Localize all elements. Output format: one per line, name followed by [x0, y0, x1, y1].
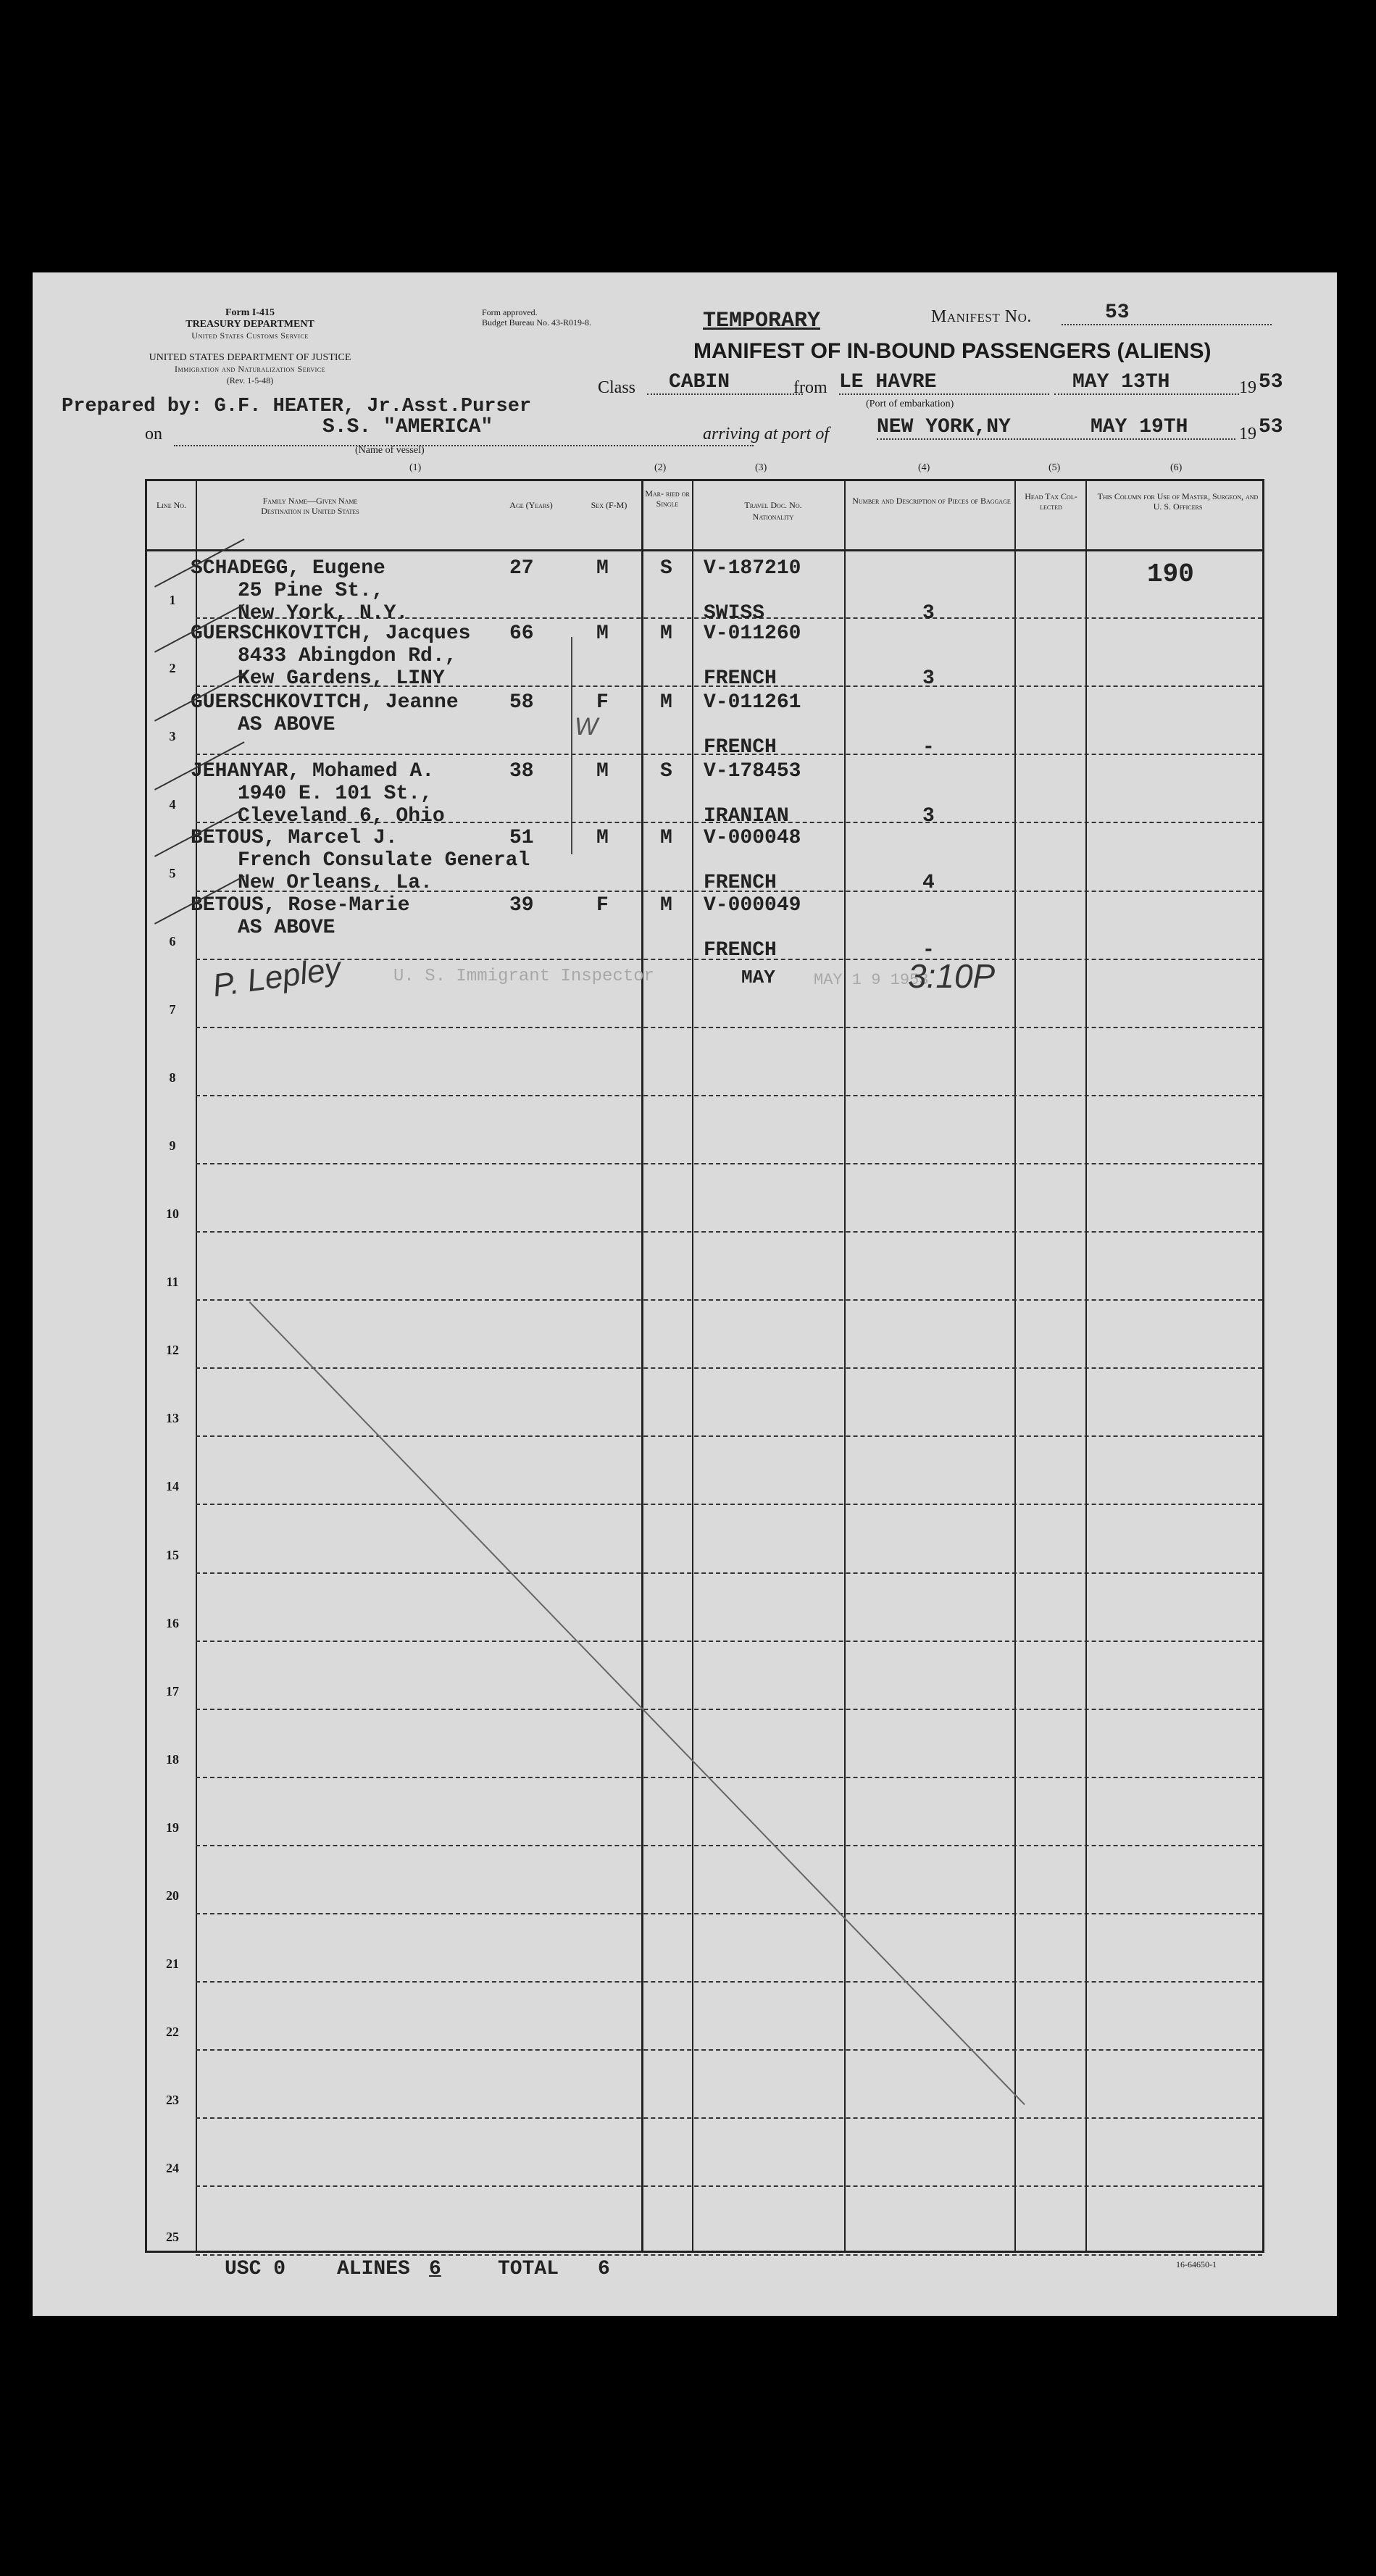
line-number: 6: [169, 933, 176, 949]
col-number-4: (4): [918, 462, 930, 473]
passenger-marital-status: M: [660, 691, 672, 714]
passenger-address-2: Kew Gardens, LINY: [238, 667, 445, 690]
line-number: 21: [166, 1956, 179, 1972]
row-divider: [196, 1299, 1262, 1301]
from-label: from: [793, 378, 827, 397]
from-port: LE HAVRE: [839, 371, 1049, 395]
col-divider: [1085, 481, 1087, 2251]
budget-bureau: Budget Bureau No. 43-R019-8.: [482, 317, 591, 328]
passenger-sex: M: [596, 557, 609, 580]
passenger-sex: M: [596, 760, 609, 783]
line-number: 1: [169, 593, 176, 608]
passenger-address-2: Cleveland 6, Ohio: [238, 805, 445, 828]
form-approved: Form approved.: [482, 307, 538, 317]
passenger-age: 58: [509, 691, 534, 714]
line-number: 18: [166, 1751, 179, 1767]
passenger-nationality: SWISS: [704, 602, 765, 625]
col-number-1: (1): [409, 462, 422, 473]
passenger-address-1: 8433 Abingdon Rd.,: [238, 645, 457, 667]
passenger-nationality: FRENCH: [704, 872, 777, 894]
line-number: 15: [166, 1547, 179, 1562]
passenger-address-1: French Consulate General: [238, 849, 530, 872]
port-embark-note: (Port of embarkation): [866, 399, 954, 409]
row-divider: [196, 1572, 1262, 1574]
row-divider: [196, 1435, 1262, 1437]
header-head-tax: Head Tax Col- lected: [1025, 491, 1077, 512]
line-number: 2: [169, 661, 176, 676]
inspector-signature: P. Lepley: [210, 950, 343, 1004]
class-value: CABIN: [647, 371, 803, 395]
header-sex: Sex (F-M): [591, 500, 627, 510]
line-number: 11: [166, 1275, 179, 1290]
row-divider: [196, 1913, 1262, 1914]
passenger-nationality: IRANIAN: [704, 805, 789, 828]
passenger-address-1: AS ABOVE: [238, 917, 335, 939]
vessel-line: [174, 438, 754, 446]
line-number: 19: [166, 1820, 179, 1835]
embark-date: MAY 13TH: [1054, 371, 1239, 395]
col-number-3: (3): [755, 462, 767, 473]
row-divider: [196, 1163, 1262, 1164]
row-divider: [196, 1777, 1262, 1778]
row-divider: [196, 1845, 1262, 1846]
passenger-address-2: New Orleans, La.: [238, 872, 433, 894]
manifest-title: MANIFEST OF IN-BOUND PASSENGERS (ALIENS): [693, 339, 1212, 363]
row-divider: [196, 1231, 1262, 1233]
passenger-name: BETOUS, Rose-Marie: [191, 894, 410, 917]
col-divider: [641, 481, 643, 2251]
passenger-name: BETOUS, Marcel J.: [191, 827, 398, 849]
bracket-line: [571, 637, 572, 854]
passenger-marital-status: M: [660, 827, 672, 849]
line-number: 23: [166, 2093, 179, 2108]
treasury-dept: TREASURY DEPARTMENT: [185, 319, 314, 330]
passenger-nationality: FRENCH: [704, 667, 777, 690]
ins-label: Immigration and Naturalization Service: [174, 364, 325, 374]
row-divider: [196, 2185, 1262, 2187]
immigration-stamp: U. S. Immigrant Inspector: [393, 967, 655, 986]
passenger-baggage: -: [922, 939, 935, 962]
col-divider: [196, 481, 197, 2251]
class-label: Class: [598, 378, 636, 397]
row-divider: [196, 1709, 1262, 1710]
passenger-age: 38: [509, 760, 534, 783]
manifest-no-label: Manifest No.: [931, 307, 1032, 326]
footer-total-value: 6: [598, 2258, 610, 2280]
line-number: 22: [166, 2025, 179, 2040]
form-number: Form I-415: [225, 307, 275, 318]
justice-dept: UNITED STATES DEPARTMENT OF JUSTICE: [149, 352, 351, 363]
header-destination: Destination in United States: [261, 506, 359, 516]
footer-aliens-label: ALINES: [337, 2258, 410, 2280]
col-number-2: (2): [654, 462, 667, 473]
passenger-baggage: 3: [922, 667, 935, 690]
col-divider: [692, 481, 693, 2251]
margin-mark: W: [575, 713, 599, 741]
passenger-baggage: 3: [922, 805, 935, 828]
header-baggage: Number and Description of Pieces of Baggage: [852, 496, 1011, 506]
passenger-baggage: 3: [922, 602, 935, 625]
prepared-by: Prepared by: G.F. HEATER, Jr.Asst.Purser: [62, 396, 532, 417]
line-number: 10: [166, 1206, 179, 1221]
passenger-marital-status: S: [660, 760, 672, 783]
passenger-address-1: AS ABOVE: [238, 714, 335, 736]
passenger-marital-status: S: [660, 557, 672, 580]
arriving-label: arriving at port of: [703, 425, 830, 443]
header-family-name: Family Name—Given Name: [262, 496, 358, 506]
header-married: Mar- ried or Single: [645, 488, 690, 509]
on-label: on: [145, 425, 162, 443]
line-number: 14: [166, 1479, 179, 1494]
header-rule: [147, 549, 1262, 551]
passenger-nationality: FRENCH: [704, 736, 777, 759]
line-number: 4: [169, 797, 176, 812]
row-divider: [196, 1027, 1262, 1028]
temporary-stamp: TEMPORARY: [703, 309, 821, 333]
passenger-marital-status: M: [660, 622, 672, 645]
officer-mark: 190: [1147, 559, 1194, 589]
row-divider: [196, 1367, 1262, 1369]
footer-aliens-value: 6: [429, 2258, 441, 2280]
row-divider: [196, 2117, 1262, 2119]
row-divider: [196, 1095, 1262, 1096]
line-number: 17: [166, 1683, 179, 1698]
line-number: 9: [169, 1138, 176, 1153]
line-number: 8: [169, 1070, 176, 1085]
passenger-sex: M: [596, 622, 609, 645]
line-number: 5: [169, 865, 176, 880]
line-number: 7: [169, 1001, 176, 1017]
passenger-marital-status: M: [660, 894, 672, 917]
passenger-sex: F: [596, 894, 609, 917]
arrival-year: 53: [1259, 416, 1283, 438]
passenger-travel-doc: V-011260: [704, 622, 801, 645]
passenger-baggage: 4: [922, 872, 935, 894]
header-nationality: Nationality: [752, 512, 794, 522]
line-number: 3: [169, 729, 176, 744]
header-line-no: Line No.: [156, 500, 187, 510]
passenger-age: 27: [509, 557, 534, 580]
passenger-address-1: 25 Pine St.,: [238, 580, 384, 602]
arrival-date: MAY 19TH: [1091, 416, 1188, 438]
passenger-address-2: New York, N.Y.: [238, 602, 409, 625]
stamp-date: MAY 1 9 1953: [814, 971, 929, 989]
passenger-nationality: FRENCH: [704, 939, 777, 962]
passenger-age: 66: [509, 622, 534, 645]
form-code: 16-64650-1: [1176, 2259, 1217, 2269]
row-divider: [196, 2254, 1262, 2256]
col-divider: [1014, 481, 1016, 2251]
passenger-name: JEHANYAR, Mohamed A.: [191, 760, 435, 783]
passenger-name: GUERSCHKOVITCH, Jeanne: [191, 691, 459, 714]
manifest-sheet: [33, 272, 1337, 2316]
passenger-travel-doc: V-000049: [704, 894, 801, 917]
col-number-5: (5): [1048, 462, 1061, 473]
row-divider: [196, 1641, 1262, 1642]
footer-total-label: TOTAL: [498, 2258, 559, 2280]
arrival-port: NEW YORK,NY: [877, 416, 1235, 440]
footer-usc: USC 0: [225, 2258, 286, 2280]
customs-service: United States Customs Service: [191, 330, 309, 341]
manifest-number: 53: [1062, 301, 1272, 325]
row-divider: [196, 2049, 1262, 2051]
passenger-travel-doc: V-187210: [704, 557, 801, 580]
line-number: 16: [166, 1615, 179, 1630]
row-divider: [196, 1504, 1262, 1505]
passenger-baggage: -: [922, 736, 935, 759]
passenger-sex: F: [596, 691, 609, 714]
line-number: 24: [166, 2161, 179, 2176]
line-number: 20: [166, 1888, 179, 1903]
col-divider: [844, 481, 846, 2251]
passenger-name: GUERSCHKOVITCH, Jacques: [191, 622, 471, 645]
embark-year-prefix: 19: [1239, 378, 1256, 397]
arrival-year-prefix: 19: [1239, 425, 1256, 443]
passenger-travel-doc: V-178453: [704, 760, 801, 783]
passenger-name: SCHADEGG, Eugene: [191, 557, 385, 580]
passenger-sex: M: [596, 827, 609, 849]
header-age: Age (Years): [509, 500, 553, 510]
arrival-time-mark: 3:10P: [908, 957, 996, 995]
line-number: 25: [166, 2229, 179, 2244]
line-number: 12: [166, 1343, 179, 1358]
passenger-age: 39: [509, 894, 534, 917]
header-travel-doc: Travel Doc. No.: [744, 500, 802, 510]
line-number: 13: [166, 1411, 179, 1426]
header-officers-column: This Column for Use of Master, Surgeon, and U. S. Officers: [1097, 491, 1259, 512]
revision: (Rev. 1-5-48): [226, 375, 274, 385]
vessel-name: S.S. "AMERICA": [322, 416, 493, 438]
stamp-month: MAY: [741, 967, 775, 988]
vessel-note: (Name of vessel): [355, 445, 425, 456]
passenger-travel-doc: V-000048: [704, 827, 801, 849]
col-number-6: (6): [1170, 462, 1183, 473]
row-divider: [196, 1981, 1262, 1983]
passenger-travel-doc: V-011261: [704, 691, 801, 714]
passenger-address-1: 1940 E. 101 St.,: [238, 783, 433, 805]
embark-year: 53: [1259, 371, 1283, 393]
passenger-age: 51: [509, 827, 534, 849]
